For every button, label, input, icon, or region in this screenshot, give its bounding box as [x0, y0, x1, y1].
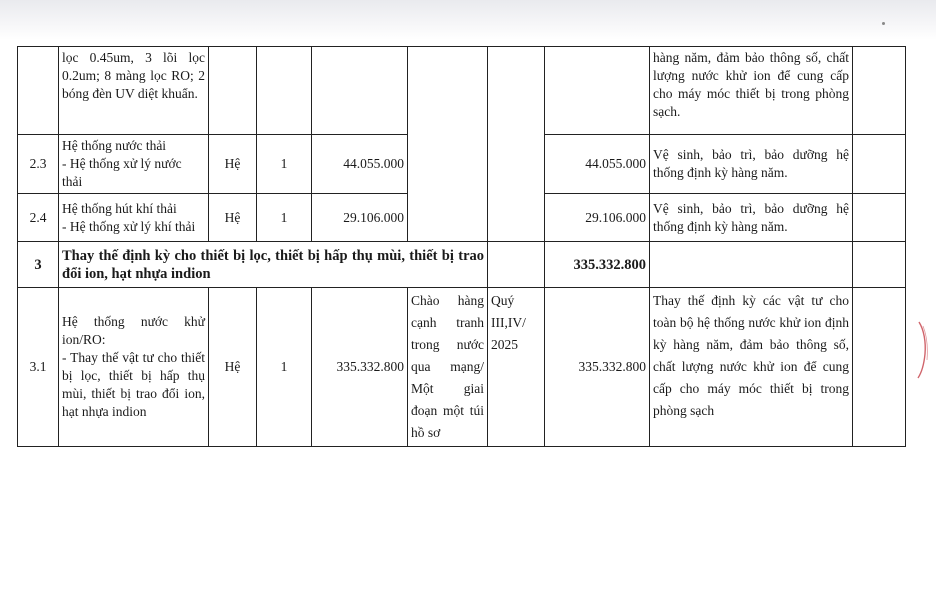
note-cell: hàng năm, đảm bảo thông số, chất lượng nước khử ion để cung cấp cho máy móc thiết bị trong phòng sạch.	[650, 47, 853, 135]
scan-speck	[882, 22, 885, 25]
extra-cell	[853, 47, 906, 135]
item-name-cell: lọc 0.45um, 3 lõi lọc 0.2um; 8 màng lọc RO; 2 bóng đèn UV diệt khuẩn.	[59, 47, 209, 135]
item-name-cell: Hệ thống hút khí thải - Hệ thống xử lý khí thải	[59, 194, 209, 242]
unit-cell	[209, 47, 257, 135]
price-cell: 44.055.000	[312, 135, 408, 194]
time-cell	[488, 242, 545, 288]
extra-cell	[853, 288, 906, 447]
method-cell	[408, 47, 488, 242]
procurement-table	[17, 46, 905, 447]
stt-cell: 2.3	[18, 135, 59, 194]
price-cell: 29.106.000	[312, 194, 408, 242]
time-cell	[488, 47, 545, 242]
table-row	[18, 47, 906, 135]
total-cell: 44.055.000	[545, 135, 650, 194]
total-cell: 29.106.000	[545, 194, 650, 242]
time-cell: Quý III,IV/ 2025	[488, 288, 545, 447]
unit-cell: Hệ	[209, 194, 257, 242]
note-cell	[650, 242, 853, 288]
red-ink-mark	[915, 320, 929, 380]
extra-cell	[853, 194, 906, 242]
stt-cell: 2.4	[18, 194, 59, 242]
method-cell: Chào hàng cạnh tranh trong nước qua mạng/ Một giai đoạn một túi hồ sơ	[408, 288, 488, 447]
total-cell: 335.332.800	[545, 242, 650, 288]
qty-cell: 1	[257, 288, 312, 447]
qty-cell: 1	[257, 194, 312, 242]
item-name-cell: Hệ thống nước thải - Hệ thống xử lý nước thải	[59, 135, 209, 194]
note-cell: Thay thế định kỳ các vật tư cho toàn bộ hệ thống nước khử ion định kỳ hàng năm, đảm bảo thông số, chất lượng nước khử ion để cung cấp cho máy móc thiết bị trong phòng sạch	[650, 288, 853, 447]
total-cell	[545, 47, 650, 135]
qty-cell: 1	[257, 135, 312, 194]
extra-cell	[853, 242, 906, 288]
table-row	[18, 288, 906, 447]
stt-cell: 3	[18, 242, 59, 288]
qty-cell	[257, 47, 312, 135]
price-cell: 335.332.800	[312, 288, 408, 447]
note-cell: Vệ sinh, bảo trì, bảo dưỡng hệ thống định kỳ hàng năm.	[650, 194, 853, 242]
stt-cell	[18, 47, 59, 135]
price-cell	[312, 47, 408, 135]
unit-cell: Hệ	[209, 288, 257, 447]
item-name-cell: Hệ thống nước khử ion/RO: - Thay thế vật tư cho thiết bị lọc, thiết bị hấp thụ mùi, thiết bị trao đổi ion, hạt nhựa indion	[59, 288, 209, 447]
note-cell: Vệ sinh, bảo trì, bảo dưỡng hệ thống định kỳ hàng năm.	[650, 135, 853, 194]
table-row-section	[18, 242, 906, 288]
section-title-cell: Thay thế định kỳ cho thiết bị lọc, thiết bị hấp thụ mùi, thiết bị trao đổi ion, hạt nhựa indion	[59, 242, 488, 288]
total-cell: 335.332.800	[545, 288, 650, 447]
scan-top-shade	[0, 0, 936, 40]
extra-cell	[853, 135, 906, 194]
stt-cell: 3.1	[18, 288, 59, 447]
unit-cell: Hệ	[209, 135, 257, 194]
